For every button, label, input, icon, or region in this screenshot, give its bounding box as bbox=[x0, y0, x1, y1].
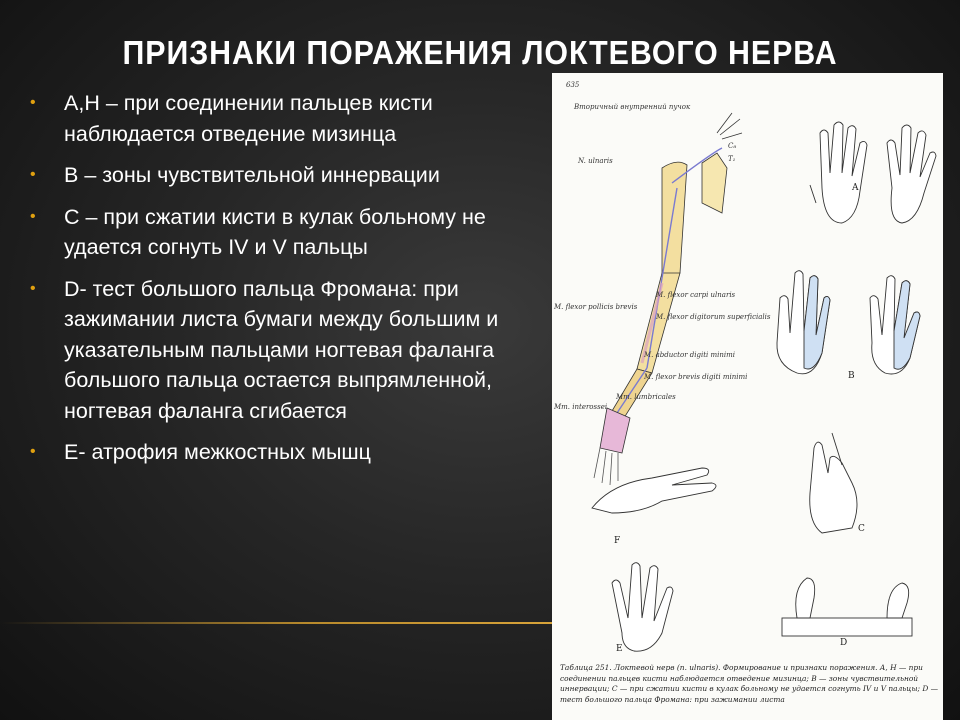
label-flexor-carpi-ulnaris: M. flexor carpi ulnaris bbox=[656, 291, 736, 299]
bullet-text: D- тест большого пальца Фромана: при зажимании листа бумаги между большим и указательным пальцами ногтевая фаланга большого пальца остается выпрямленной, ногтевая фаланга сгибается bbox=[64, 276, 499, 423]
bullet-list bbox=[30, 88, 535, 479]
bullet-item bbox=[30, 437, 535, 468]
bullet-icon: • bbox=[30, 443, 36, 460]
bullet-item bbox=[30, 160, 535, 191]
fist-figure-c bbox=[810, 433, 857, 533]
slide-title: ПРИЗНАКИ ПОРАЖЕНИЯ ЛОКТЕВОГО НЕРВА bbox=[122, 34, 838, 71]
label-c8: C₈ bbox=[728, 142, 737, 150]
bullet-text: Е- атрофия межкостных мышц bbox=[64, 440, 371, 464]
anatomy-figure bbox=[552, 73, 943, 720]
letter-c: C bbox=[858, 524, 865, 534]
label-secondary-bundle: Вторичный внутренний пучок bbox=[574, 103, 691, 111]
hand-figure-e bbox=[612, 563, 673, 651]
bullet-text: А,Н – при соединении пальцев кисти наблюдается отведение мизинца bbox=[64, 91, 433, 146]
hands-figure-a bbox=[810, 122, 936, 223]
letter-f: F bbox=[614, 536, 621, 546]
label-interossei: Mm. interossei bbox=[554, 403, 608, 411]
label-n-ulnaris: N. ulnaris bbox=[578, 157, 613, 165]
bullet-icon: • bbox=[30, 166, 36, 183]
bullet-icon: • bbox=[30, 94, 36, 111]
bullet-item bbox=[30, 202, 535, 263]
figure-caption: Таблица 251. Локтевой нерв (n. ulnaris). Формирование и признаки поражения. А, Н — при соединении пальцев кисти наблюдается отведение мизинца; В — зоны чувствительной иннервации; С — при сжатии кисти в кулак больному не удается согнуть IV и V пальцы; D — тест большого пальца Фромана: при зажимании листа bbox=[560, 663, 938, 704]
froment-figure-d bbox=[782, 578, 912, 636]
hands-figure-b bbox=[777, 271, 920, 374]
label-abductor-digiti-minimi: M. abductor digiti minimi bbox=[644, 351, 735, 359]
letter-a: A bbox=[852, 183, 859, 193]
page-number: 635 bbox=[566, 81, 580, 89]
letter-b: B bbox=[848, 371, 855, 381]
arm-illustration bbox=[594, 113, 742, 485]
label-t1: T₁ bbox=[728, 155, 736, 163]
bullet-text: В – зоны чувствительной иннервации bbox=[64, 163, 440, 187]
label-flexor-digiti-minimi-brevis: M. flexor brevis digiti minimi bbox=[644, 373, 748, 381]
bullet-item bbox=[30, 274, 535, 427]
label-flexor-digitorum-superficialis: M. flexor digitorum superficialis bbox=[656, 313, 771, 321]
letter-d: D bbox=[840, 638, 848, 648]
bullet-icon: • bbox=[30, 279, 36, 297]
label-lumbricales: Mm. lumbricales bbox=[616, 393, 676, 401]
accent-divider bbox=[0, 622, 560, 624]
bullet-icon: • bbox=[30, 207, 36, 225]
bullet-item bbox=[30, 88, 535, 149]
anatomy-illustration bbox=[552, 73, 943, 720]
letter-e: E bbox=[616, 644, 623, 654]
label-flexor-pollicis-brevis: M. flexor pollicis brevis bbox=[554, 303, 638, 311]
bullet-text: С – при сжатии кисти в кулак больному не удается согнуть IV и V пальцы bbox=[64, 204, 486, 259]
